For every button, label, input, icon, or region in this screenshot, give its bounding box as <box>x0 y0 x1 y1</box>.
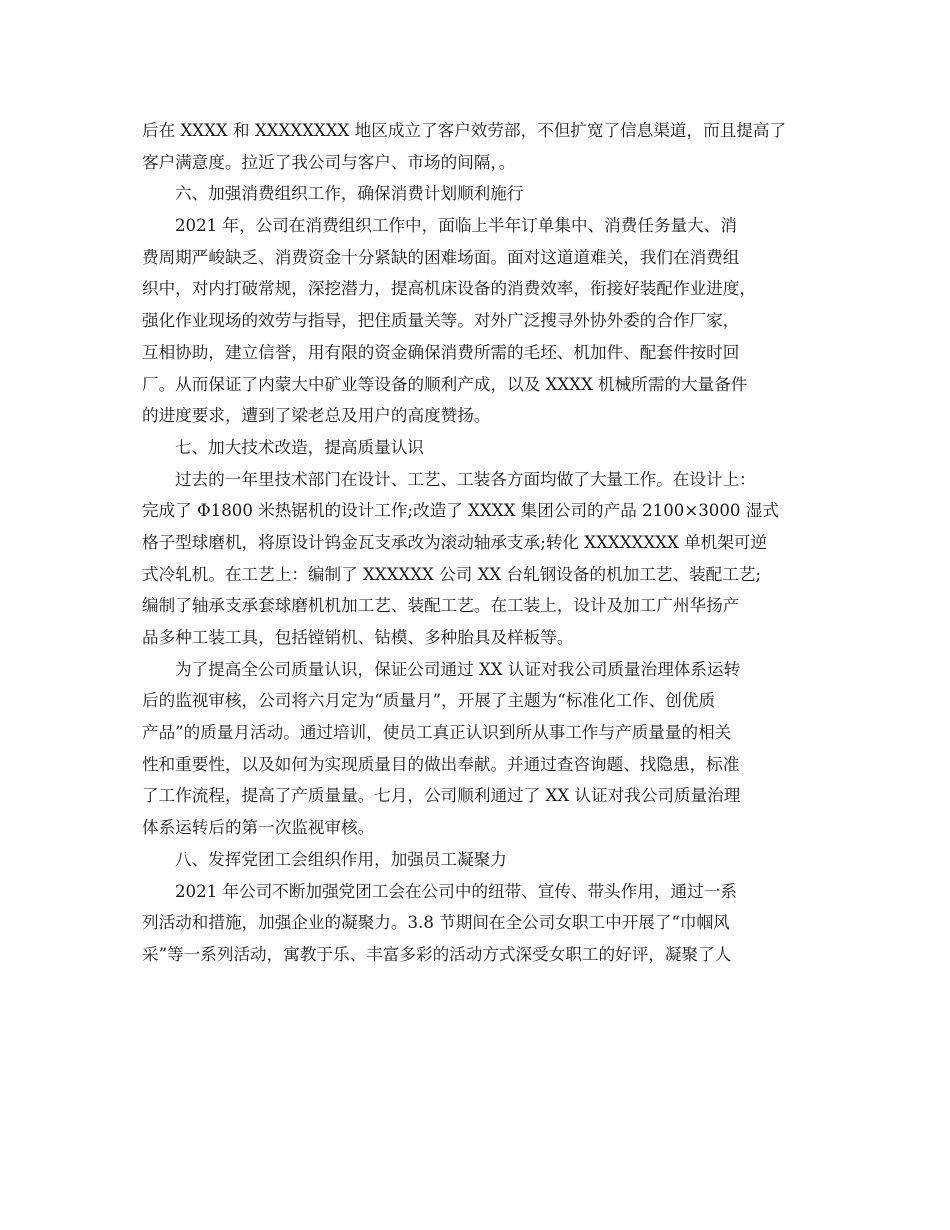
paragraph-line-indented: 为了提高全公司质量认识，保证公司通过 XX 认证对我公司质量治理体系运转 <box>175 659 741 679</box>
paragraph-line: 后的监视审核，公司将六月定为“质量月”，开展了主题为“标准化工作、创优质 <box>142 691 716 711</box>
paragraph-line: 产品”的质量月活动。通过培训，使员工真正认识到所从事工作与产质量量的相关 <box>142 723 732 743</box>
paragraph-line-indented: 八、发挥党团工会组织作用，加强员工凝聚力 <box>175 849 507 869</box>
paragraph-line: 客户满意度。拉近了我公司与客户、市场的间隔，。 <box>142 152 516 172</box>
paragraph-line: 格子型球磨机，将原设计钨金瓦支承改为滚动轴承支承;转化 XXXXXXXX 单机架可逆 <box>142 532 768 552</box>
paragraph-line: 列活动和措施，加强企业的凝聚力。3.8 节期间在全公司女职工中开展了“巾帼风 <box>142 913 730 933</box>
paragraph-line: 了工作流程，提高了产质量量。七月，公司顺利通过了 XX 认证对我公司质量治理 <box>142 786 741 806</box>
paragraph-line-indented: 2021 年公司不断加强党团工会在公司中的纽带、宣传、带头作用，通过一系 <box>175 881 737 901</box>
paragraph-line: 费周期严峻缺乏、消费资金十分紧缺的困难场面。面对这道道难关，我们在消费组 <box>142 247 740 267</box>
paragraph-line-indented: 过去的一年里技术部门在设计、工艺、工装各方面均做了大量工作。在设计上： <box>175 469 756 489</box>
paragraph-line: 编制了轴承支承套球磨机机加工艺、装配工艺。在工装上，设计及加工广州华扬产 <box>142 596 740 616</box>
paragraph-line-indented: 六、加强消费组织工作，确保消费计划顺利施行 <box>175 184 524 204</box>
paragraph-line: 品多种工装工具，包括镗销机、钻模、多种胎具及样板等。 <box>142 628 574 647</box>
paragraph-line-indented: 2021 年，公司在消费组织工作中，面临上半年订单集中、消费任务量大、消 <box>175 216 737 236</box>
document-body <box>142 115 832 971</box>
paragraph-line: 强化作业现场的效劳与指导，把住质量关等。对外广泛搜寻外协外委的合作厂家， <box>142 311 740 331</box>
paragraph-line: 性和重要性，以及如何为实现质量目的做出奉献。并通过查咨询题、找隐患，标准 <box>142 754 740 774</box>
paragraph-line: 完成了 Φ1800 米热锯机的设计工作;改造了 XXXX 集团公司的产品 2100×3000 湿式 <box>142 501 779 521</box>
paragraph-line: 的进度要求，遭到了梁老总及用户的高度赞扬。 <box>142 406 491 426</box>
paragraph-line: 式冷轧机。在工艺上：编制了 XXXXXX 公司 XX 台轧钢设备的机加工艺、装配工艺; <box>142 564 762 584</box>
paragraph-line: 后在 XXXX 和 XXXXXXXX 地区成立了客户效劳部，不但扩宽了信息渠道，而且提高了 <box>142 121 787 140</box>
paragraph-line: 厂。从而保证了内蒙大中矿业等设备的顺利产成，以及 XXXX 机械所需的大量备件 <box>142 374 748 394</box>
paragraph-line: 织中，对内打破常规，深挖潜力，提高机床设备的消费效率，衔接好装配作业进度， <box>142 279 756 299</box>
paragraph-line: 体系运转后的第一次监视审核。 <box>142 818 375 838</box>
paragraph-line: 采”等一系列活动，寓教于乐、丰富多彩的活动方式深受女职工的好评，凝聚了人 <box>142 944 732 964</box>
paragraph-line-indented: 七、加大技术改造，提高质量认识 <box>175 437 424 457</box>
paragraph-line: 互相协助，建立信誉，用有限的资金确保消费所需的毛坯、机加件、配套件按时回 <box>142 342 740 362</box>
